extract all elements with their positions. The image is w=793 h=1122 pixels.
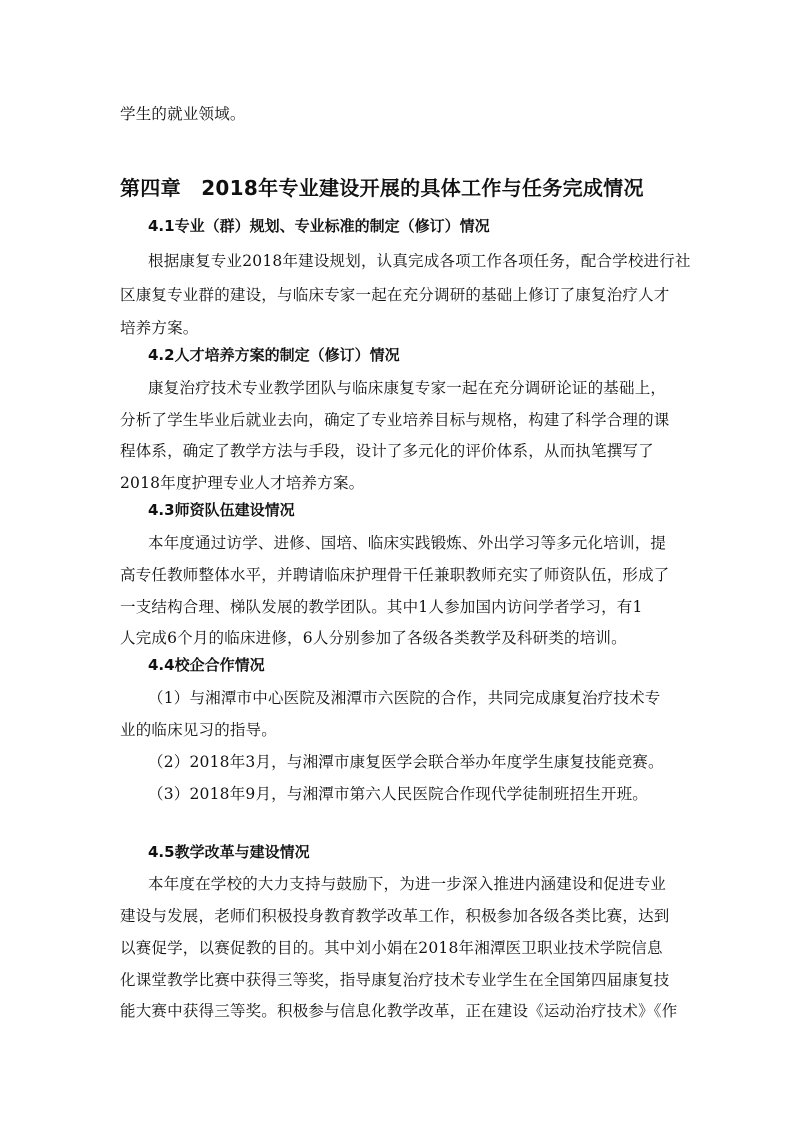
section-heading-4-2: 4.2人才培养方案的制定（修订）情况: [148, 346, 400, 364]
paragraph-line: 本年度通过访学、进修、国培、临床实践锻炼、外出学习等多元化培训，提: [148, 534, 667, 552]
paragraph-line: 2018年度护理专业人才培养方案。: [120, 474, 365, 492]
paragraph-line: 能大赛中获得三等奖。积极参与信息化教学改革，正在建设《运动治疗技术》《作: [120, 1002, 678, 1020]
paragraph-line: 培养方案。: [120, 319, 199, 337]
section-heading-4-4: 4.4校企合作情况: [148, 656, 265, 674]
intro-line: 学生的就业领域。: [120, 105, 246, 123]
paragraph-line: 建设与发展，老师们积极投身教育教学改革工作，积极参加各级各类比赛，达到: [120, 907, 670, 925]
paragraph-line: 人完成6个月的临床进修，6人分别参加了各级各类教学及科研类的培训。: [120, 629, 627, 647]
paragraph-line: （1）与湘潭市中心医院及湘潭市六医院的合作，共同完成康复治疗技术专: [148, 689, 661, 707]
paragraph-line: 以赛促学，以赛促教的目的。其中刘小娟在2018年湘潭医卫职业技术学院信息: [120, 939, 663, 957]
paragraph-line: （2）2018年3月，与湘潭市康复医学会联合举办年度学生康复技能竞赛。: [148, 753, 664, 771]
chapter-title: 第四章 2018年专业建设开展的具体工作与任务完成情况: [120, 176, 644, 200]
paragraph-line: （3）2018年9月，与湘潭市第六人民医院合作现代学徒制班招生开班。: [148, 785, 648, 803]
paragraph-line: 高专任教师整体水平，并聘请临床护理骨干任兼职教师充实了师资队伍，形成了: [120, 566, 670, 584]
section-heading-4-1: 4.1专业（群）规划、专业标准的制定（修订）情况: [148, 217, 490, 235]
paragraph-line: 一支结构合理、梯队发展的教学团队。其中1人参加国内访问学者学习，有1: [120, 598, 643, 616]
section-heading-4-3: 4.3师资队伍建设情况: [148, 501, 295, 519]
section-heading-4-5: 4.5教学改革与建设情况: [148, 843, 310, 861]
paragraph-line: 区康复专业群的建设，与临床专家一起在充分调研的基础上修订了康复治疗人才: [120, 286, 670, 304]
paragraph-line: 化课堂教学比赛中获得三等奖，指导康复治疗技术专业学生在全国第四届康复技: [120, 971, 670, 989]
paragraph-line: 康复治疗技术专业教学团队与临床康复专家一起在充分调研论证的基础上，: [148, 379, 667, 397]
paragraph-line: 分析了学生毕业后就业去向，确定了专业培养目标与规格，构建了科学合理的课: [120, 411, 670, 429]
paragraph-line: 根据康复专业2018年建设规划，认真完成各项工作各项任务，配合学校进行社: [148, 252, 691, 270]
paragraph-line: 程体系，确定了教学方法与手段，设计了多元化的评价体系，从而执笔撰写了: [120, 442, 654, 460]
paragraph-line: 本年度在学校的大力支持与鼓励下，为进一步深入推进内涵建设和促进专业: [148, 875, 667, 893]
paragraph-line: 业的临床见习的指导。: [120, 721, 278, 739]
